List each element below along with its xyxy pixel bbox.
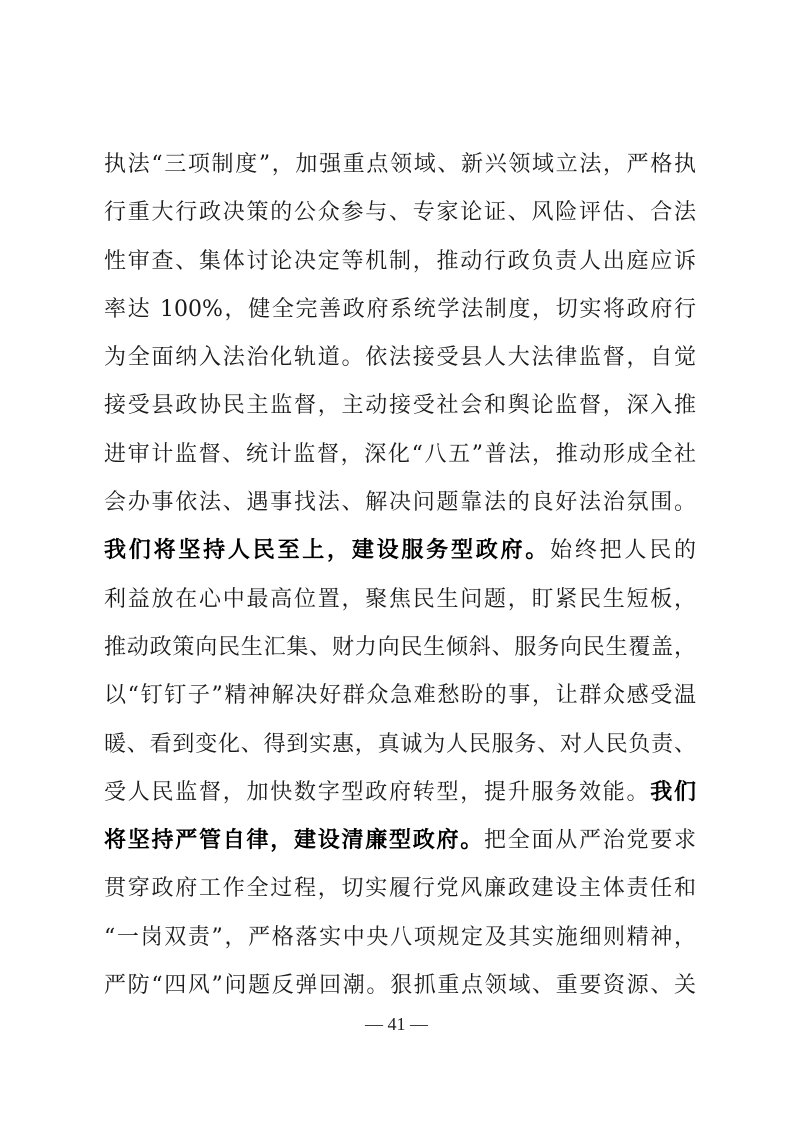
text-segment: 以“钉钉子”精神解决好群众急难愁盼的事，让群众感受温 [104,683,696,709]
text-line [104,817,696,865]
text-line [104,576,696,624]
text-segment: 把全面从严治党要求 [483,828,696,854]
text-line [104,624,696,672]
text-line [104,721,696,769]
text-segment: 接受县政协民主监督，主动接受社会和舆论监督，深入推 [104,393,696,419]
text-segment: 进审计监督、统计监督，深化“八五”普法，推动形成全社 [104,441,696,467]
text-segment: 始终把人民的 [550,538,696,564]
text-segment: 执法“三项制度”，加强重点领域、新兴领域立法，严格执 [104,152,696,177]
text-line [104,238,696,286]
text-segment: 会办事依法、遇事找法、解决问题靠法的良好法治氛围。 [104,490,696,516]
text-segment: 行重大行政决策的公众参与、专家论证、风险评估、合法 [104,200,696,226]
text-line [104,431,696,479]
body-text [104,141,696,1010]
text-segment: 性审查、集体讨论决定等机制，推动行政负责人出庭应诉 [104,248,696,274]
text-segment: 率达 100%，健全完善政府系统学法制度，切实将政府行 [104,296,696,322]
text-line [104,479,696,527]
text-segment: 严防“四风”问题反弹回潮。狠抓重点领域、重要资源、关 [104,973,696,999]
text-line [104,334,696,382]
bold-text-segment: 我们将坚持人民至上，建设服务型政府。 [104,538,551,564]
text-segment: 为全面纳入法治化轨道。依法接受县人大法律监督，自觉 [104,345,696,371]
page-number: — 41 — [365,1014,428,1034]
text-line [104,769,696,817]
text-segment: “一岗双责”，严格落实中央八项规定及其实施细则精神， [104,924,696,950]
text-line [104,189,696,237]
text-line [104,914,696,962]
text-line [104,286,696,334]
text-segment: 推动政策向民生汇集、财力向民生倾斜、服务向民生覆盖， [104,634,696,660]
text-segment: 受人民监督，加快数字型政府转型，提升服务效能。 [104,779,651,805]
text-line [104,382,696,430]
text-line [104,527,696,575]
bold-text-segment: 将坚持严管自律，建设清廉型政府。 [104,828,484,854]
text-segment: 暖、看到变化、得到实惠，真诚为人民服务、对人民负责、 [104,731,696,757]
text-line [104,672,696,720]
bold-text-segment: 我们 [650,779,696,805]
text-line [104,865,696,913]
text-line [104,141,696,189]
text-segment: 贯穿政府工作全过程，切实履行党风廉政建设主体责任和 [104,876,696,902]
text-segment: 利益放在心中最高位置，聚焦民生问题，盯紧民生短板， [104,586,696,612]
text-line [104,962,696,1010]
